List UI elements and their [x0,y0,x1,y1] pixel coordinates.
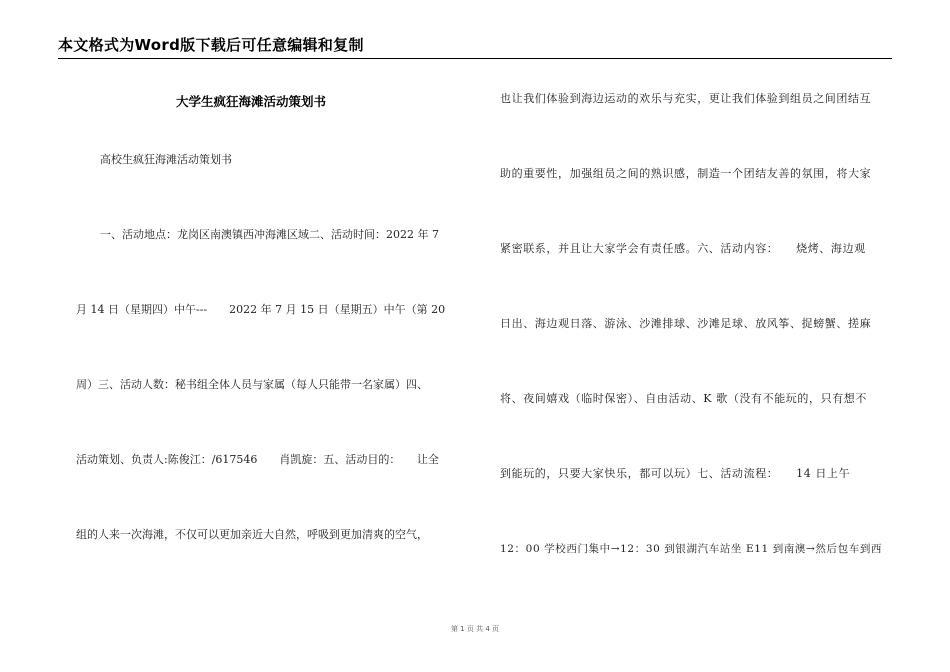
header-divider [58,58,892,59]
left-line: 周）三、活动人数：秘书组全体人员与家属（每人只能带一名家属）四、 [76,378,428,391]
right-line: 紧密联系，并且让大家学会有责任感。六、活动内容： 烧烤、海边观 [500,242,866,255]
left-line: 组的人来一次海滩，不仅可以更加亲近大自然，呼吸到更加清爽的空气， [76,528,428,541]
right-line: 将、夜间嬉戏（临时保密）、自由活动、K 歌（没有不能玩的，只有想不 [500,392,868,405]
right-line: 到能玩的，只要大家快乐，都可以玩）七、活动流程： 14 日上午 [500,467,851,480]
page-number: 第 1 页 共 4 页 [450,625,500,633]
left-line: 一、活动地点：龙岗区南澳镇西冲海滩区域二、活动时间：2022 年 7 [100,228,439,241]
left-line: 活动策划、负责人:陈俊江：/617546 肖凯旋：五、活动目的： 让全 [76,453,439,466]
right-line: 也让我们体验到海边运动的欢乐与充实，更让我们体验到组员之间团结互 [500,92,872,105]
right-line: 日出、海边观日落、游泳、沙滩排球、沙滩足球、放风筝、捉螃蟹、搓麻 [500,317,872,330]
left-line-subtitle: 高校生疯狂海滩活动策划书 [100,153,232,166]
right-line: 助的重要性，加强组员之间的熟识感，制造一个团结友善的氛围，将大家 [500,167,872,180]
left-line: 月 14 日（星期四）中午--- 2022 年 7 月 15 日（星期五）中午（第 20 [76,303,446,316]
document-title: 大学生疯狂海滩活动策划书 [176,94,327,109]
download-banner: 本文格式为Word版下载后可任意编辑和复制 [58,36,364,54]
right-line: 12：00 学校西门集中→12：30 到银湖汽车站坐 E11 到南澳→然后包车到西 [500,543,883,555]
